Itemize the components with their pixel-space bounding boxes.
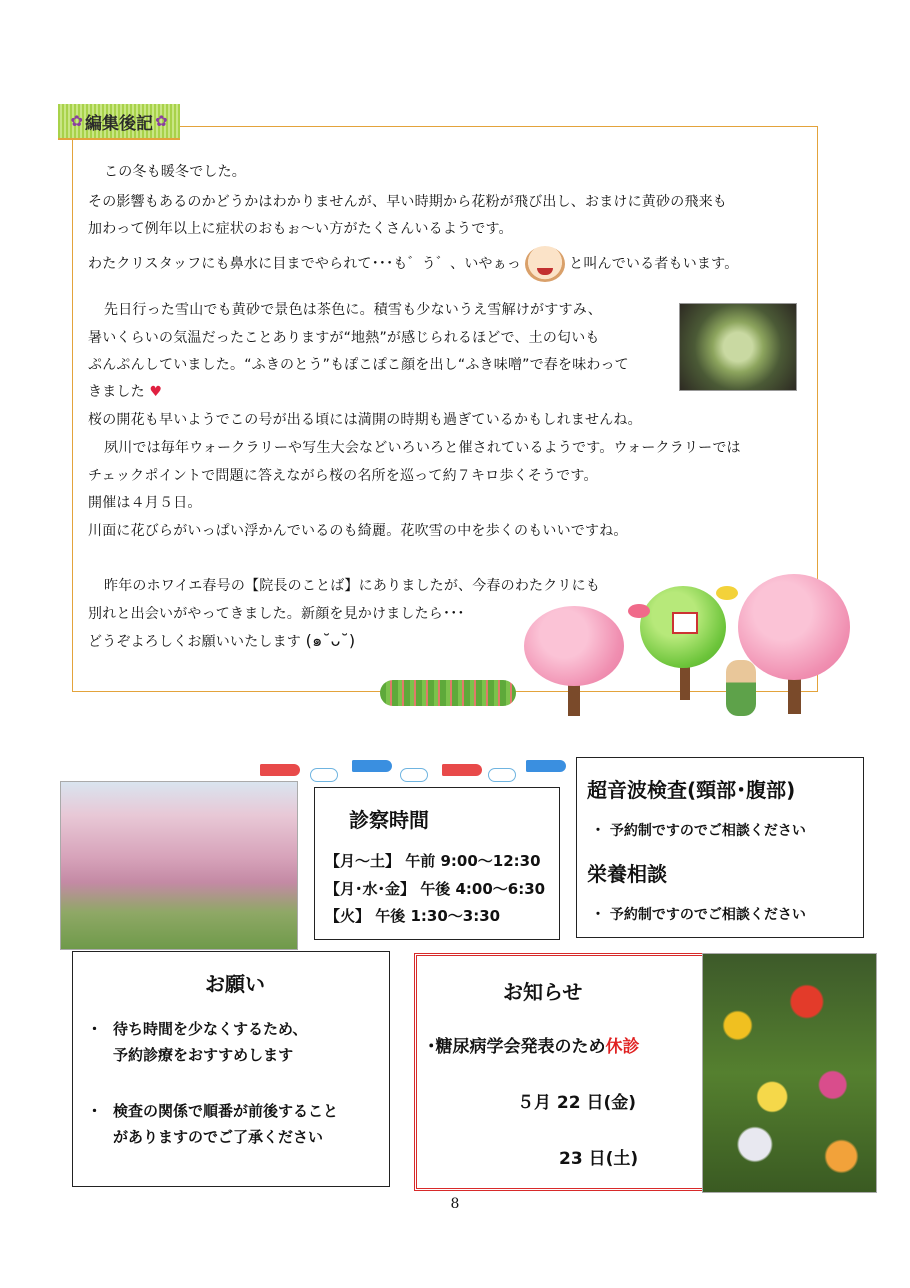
carp-streamer-icon	[352, 760, 392, 772]
note-line: この冬も暖冬でした。	[104, 164, 246, 180]
ultrasound-title: 超音波検査(頸部･腹部)	[587, 778, 796, 802]
request-line: 検査の関係で順番が前後すること	[113, 1102, 339, 1120]
sneezing-face-icon	[525, 246, 565, 282]
note-line: 別れと出会いがやってきました。新顔を見かけましたら･･･	[88, 606, 465, 622]
pink-bird-icon	[628, 604, 650, 618]
note-line: ぷんぷんしていました。“ふきのとう”もぽこぽこ顔を出し“ふき味噌”で春を味わって	[88, 357, 629, 373]
note-line-with-face: わたクリスタッフにも鼻水に目までやられて･･･も゛う゛、いやぁっ と叫んでいる者もいます。	[88, 246, 738, 282]
note-line: 川面に花びらがいっぱい浮かんでいるのも綺麗。花吹雪の中を歩くのもいいですね。	[88, 523, 628, 539]
request-bullet: ・	[87, 1102, 103, 1120]
flower-icon: ✿	[155, 112, 168, 130]
request-line: 予約診療をおすすめします	[113, 1046, 294, 1064]
hours-title: 診察時間	[349, 808, 429, 832]
birdhouse-tree-illustration	[640, 586, 730, 700]
ultrasound-note: ・ 予約制ですのでご相談ください	[591, 823, 806, 839]
nutrition-title: 栄養相談	[587, 862, 667, 886]
hours-box	[314, 787, 560, 940]
note-line: チェックポイントで問題に答えながら桜の名所を巡って約７キロ歩くそうです。	[88, 468, 598, 484]
cloud-icon	[488, 768, 516, 782]
request-line: 待ち時間を少なくするため、	[113, 1020, 308, 1038]
exams-box	[576, 757, 864, 938]
note-line: 加わって例年以上に症状のおもぉ～い方がたくさんいるようです。	[88, 221, 513, 237]
note-line: どうぞよろしくお願いいたします (๑˘ᴗ˘)	[88, 631, 356, 650]
editor-note-heading: ✿ 編集後記 ✿	[58, 104, 180, 140]
carp-streamer-icon	[260, 764, 300, 776]
carp-streamer-icon	[526, 760, 566, 772]
notice-title: お知らせ	[503, 980, 583, 1004]
note-line: 昨年のホワイエ春号の【院長のことば】にありましたが、今春のわたクリにも	[104, 578, 601, 594]
bowing-face-icon: (๑˘ᴗ˘)	[305, 631, 356, 650]
carp-streamer-icon	[442, 764, 482, 776]
note-line: 暑いくらいの気温だったことありますが“地熱”が感じられるほどで、土の匂いも	[88, 330, 600, 346]
page-number: 8	[450, 1196, 460, 1212]
cloud-icon	[310, 768, 338, 782]
request-title: お願い	[205, 972, 265, 996]
cherry-tree-illustration	[524, 606, 624, 716]
yellow-bird-icon	[716, 586, 738, 600]
request-bullet: ・	[87, 1020, 103, 1038]
note-line: 開催は４月５日。	[88, 495, 202, 511]
closed-label: 休診	[605, 1037, 640, 1057]
character-illustration	[726, 660, 756, 716]
sakura-photo	[60, 781, 298, 950]
nutrition-note: ・ 予約制ですのでご相談ください	[591, 907, 806, 923]
cloud-icon	[400, 768, 428, 782]
notice-line: ･糖尿病学会発表のため休診	[427, 1037, 640, 1057]
request-box	[72, 951, 390, 1187]
notice-date: ５月 22 日(金)	[517, 1093, 637, 1113]
request-line: がありますのでご了承ください	[113, 1128, 324, 1146]
fukinotou-photo	[679, 303, 797, 391]
hours-row: 【月～土】 午前 9:00～12:30	[325, 852, 541, 870]
heart-icon: ♥	[149, 384, 163, 400]
koinobori-decoration	[260, 760, 560, 784]
note-line: 夙川では毎年ウォークラリーや写生大会などいろいろと催されているようです。ウォークラリーでは	[104, 440, 741, 456]
note-line: きました ♥	[88, 384, 163, 400]
flower-garden-photo	[702, 953, 877, 1193]
notice-date: 23 日(土)	[559, 1149, 639, 1169]
note-line: その影響もあるのかどうかはわかりませんが、早い時期から花粉が飛び出し、おまけに黄砂の飛来も	[88, 194, 727, 210]
note-line: 桜の開花も早いようでこの号が出る頃には満開の時期も過ぎているかもしれませんね。	[88, 412, 642, 428]
note-line: 先日行った雪山でも黄砂で景色は茶色に。積雪も少ないうえ雪解けがすすみ、	[104, 302, 602, 318]
hours-row: 【火】 午後 1:30～3:30	[325, 907, 501, 925]
hours-row: 【月･水･金】 午後 4:00～6:30	[325, 880, 546, 898]
flower-icon: ✿	[70, 112, 83, 130]
flower-bush-illustration	[380, 680, 516, 706]
